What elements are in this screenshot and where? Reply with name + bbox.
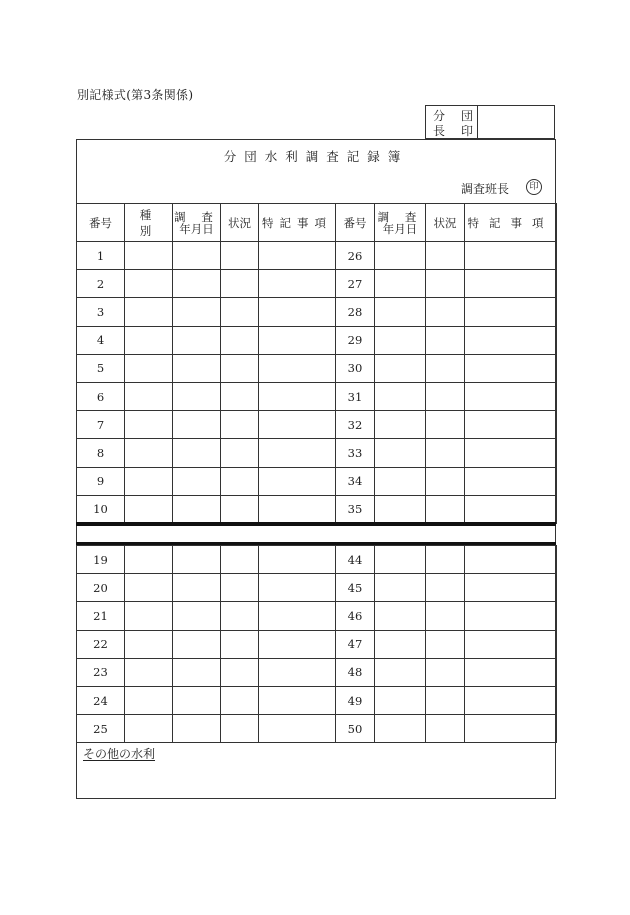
table-row — [77, 439, 557, 467]
table-row — [77, 354, 557, 382]
row-number-right: 34 — [336, 467, 375, 495]
type-cell[interactable] — [125, 270, 173, 298]
type-cell[interactable] — [125, 574, 173, 602]
row-number-right: 50 — [336, 715, 375, 743]
survey-leader-label: 調査班長 — [461, 182, 510, 196]
row-number-right: 47 — [336, 630, 375, 658]
survey-date-cell[interactable] — [173, 574, 221, 602]
status-cell[interactable] — [426, 546, 465, 574]
survey-date-cell[interactable] — [173, 354, 221, 382]
survey-date-cell[interactable] — [173, 439, 221, 467]
survey-date-cell[interactable] — [173, 326, 221, 354]
survey-date-cell[interactable] — [375, 602, 426, 630]
status-cell[interactable] — [221, 495, 259, 523]
row-number-left: 10 — [77, 495, 125, 523]
type-cell[interactable] — [125, 686, 173, 714]
survey-date-cell[interactable] — [375, 354, 426, 382]
status-cell[interactable] — [426, 467, 465, 495]
table-row — [77, 686, 557, 714]
form-reference: 別記様式(第3条関係) — [77, 88, 194, 102]
table-row — [77, 602, 557, 630]
row-number-right: 27 — [336, 270, 375, 298]
remarks-cell[interactable] — [465, 495, 557, 523]
status-cell[interactable] — [426, 439, 465, 467]
inkan-seal-mark: 印 — [526, 179, 542, 195]
survey-date-cell[interactable] — [375, 715, 426, 743]
row-number-right: 31 — [336, 382, 375, 410]
status-cell[interactable] — [426, 686, 465, 714]
survey-date-cell[interactable] — [173, 602, 221, 630]
status-cell[interactable] — [221, 602, 259, 630]
register-table-top — [76, 203, 557, 524]
remarks-cell[interactable] — [465, 326, 557, 354]
table-row — [77, 658, 557, 686]
remarks-cell[interactable] — [465, 658, 557, 686]
survey-date-cell[interactable] — [375, 242, 426, 270]
table-row — [77, 382, 557, 410]
status-cell[interactable] — [221, 658, 259, 686]
table-row — [77, 467, 557, 495]
remarks-cell[interactable] — [259, 382, 336, 410]
type-cell[interactable] — [125, 439, 173, 467]
seal-label-char: 長 — [433, 124, 446, 138]
header-survey-date-line1: 調 査 — [377, 209, 423, 224]
row-number-right: 46 — [336, 602, 375, 630]
row-number-left: 3 — [77, 298, 125, 326]
other-water-label: その他の水利 — [83, 747, 156, 761]
type-cell[interactable] — [125, 326, 173, 354]
status-cell[interactable] — [426, 354, 465, 382]
type-cell[interactable] — [125, 354, 173, 382]
header-remarks: 特記事項 — [465, 204, 557, 242]
survey-date-cell[interactable] — [375, 326, 426, 354]
remarks-cell[interactable] — [259, 495, 336, 523]
survey-date-cell[interactable] — [375, 298, 426, 326]
row-number-right: 33 — [336, 439, 375, 467]
remarks-cell[interactable] — [465, 630, 557, 658]
table-row — [77, 298, 557, 326]
survey-date-cell[interactable] — [173, 270, 221, 298]
remarks-cell[interactable] — [465, 602, 557, 630]
remarks-cell[interactable] — [259, 467, 336, 495]
row-number-right: 45 — [336, 574, 375, 602]
row-number-left: 24 — [77, 686, 125, 714]
break-line — [76, 522, 556, 526]
chief-seal-box — [425, 105, 555, 139]
type-cell[interactable] — [125, 546, 173, 574]
row-number-right: 49 — [336, 686, 375, 714]
status-cell[interactable] — [426, 382, 465, 410]
row-number-right: 26 — [336, 242, 375, 270]
survey-date-cell[interactable] — [173, 298, 221, 326]
table-row — [77, 270, 557, 298]
table-row — [77, 242, 557, 270]
table-row — [77, 326, 557, 354]
remarks-cell[interactable] — [259, 658, 336, 686]
row-number-right: 30 — [336, 354, 375, 382]
table-row — [77, 546, 557, 574]
header-row — [77, 204, 557, 242]
survey-date-cell[interactable] — [173, 546, 221, 574]
remarks-cell[interactable] — [259, 242, 336, 270]
header-survey-date-line1: 調 査 — [174, 209, 219, 224]
table-row — [77, 574, 557, 602]
status-cell[interactable] — [426, 602, 465, 630]
remarks-cell[interactable] — [259, 574, 336, 602]
status-cell[interactable] — [426, 326, 465, 354]
status-cell[interactable] — [221, 382, 259, 410]
table-row — [77, 495, 557, 523]
type-cell[interactable] — [125, 495, 173, 523]
type-cell[interactable] — [125, 602, 173, 630]
remarks-cell[interactable] — [259, 439, 336, 467]
remarks-cell[interactable] — [465, 715, 557, 743]
remarks-cell[interactable] — [465, 270, 557, 298]
status-cell[interactable] — [221, 439, 259, 467]
survey-date-cell[interactable] — [173, 495, 221, 523]
status-cell[interactable] — [221, 270, 259, 298]
table-break-band — [76, 522, 556, 546]
remarks-cell[interactable] — [465, 686, 557, 714]
remarks-cell[interactable] — [465, 546, 557, 574]
survey-date-cell[interactable] — [173, 686, 221, 714]
type-cell[interactable] — [125, 658, 173, 686]
row-number-left: 20 — [77, 574, 125, 602]
remarks-cell[interactable] — [465, 382, 557, 410]
row-number-right: 44 — [336, 546, 375, 574]
status-cell[interactable] — [221, 326, 259, 354]
row-number-left: 21 — [77, 602, 125, 630]
remarks-cell[interactable] — [465, 354, 557, 382]
seal-label-char: 分 — [433, 109, 446, 123]
header-survey-date-line2: 年月日 — [179, 221, 214, 236]
type-cell[interactable] — [125, 411, 173, 439]
header-status: 状況 — [426, 204, 465, 242]
seal-label-char: 印 — [460, 124, 473, 138]
row-number-left: 4 — [77, 326, 125, 354]
status-cell[interactable] — [221, 354, 259, 382]
table-row — [77, 411, 557, 439]
remarks-cell[interactable] — [259, 298, 336, 326]
remarks-cell[interactable] — [259, 630, 336, 658]
remarks-cell[interactable] — [259, 686, 336, 714]
survey-date-cell[interactable] — [173, 715, 221, 743]
survey-date-cell[interactable] — [375, 382, 426, 410]
survey-date-cell[interactable] — [173, 382, 221, 410]
status-cell[interactable] — [221, 546, 259, 574]
type-cell[interactable] — [125, 630, 173, 658]
remarks-cell[interactable] — [259, 354, 336, 382]
status-cell[interactable] — [221, 686, 259, 714]
status-cell[interactable] — [221, 574, 259, 602]
status-cell[interactable] — [426, 270, 465, 298]
status-cell[interactable] — [221, 298, 259, 326]
row-number-right: 32 — [336, 411, 375, 439]
status-cell[interactable] — [426, 715, 465, 743]
type-cell[interactable] — [125, 715, 173, 743]
type-cell[interactable] — [125, 298, 173, 326]
survey-date-cell[interactable] — [375, 574, 426, 602]
header-remarks: 特記事項 — [259, 204, 336, 242]
row-number-left: 19 — [77, 546, 125, 574]
survey-date-cell[interactable] — [375, 439, 426, 467]
table-row — [77, 715, 557, 743]
table-row — [77, 630, 557, 658]
status-cell[interactable] — [426, 298, 465, 326]
row-number-left: 7 — [77, 411, 125, 439]
header-survey-date-line2: 年月日 — [382, 221, 418, 236]
status-cell[interactable] — [221, 630, 259, 658]
type-cell[interactable] — [125, 242, 173, 270]
type-cell[interactable] — [125, 382, 173, 410]
survey-date-cell[interactable] — [375, 270, 426, 298]
remarks-cell[interactable] — [465, 411, 557, 439]
status-cell[interactable] — [426, 630, 465, 658]
remarks-cell[interactable] — [465, 439, 557, 467]
survey-date-cell[interactable] — [375, 467, 426, 495]
survey-date-cell[interactable] — [375, 411, 426, 439]
header-type: 種 別 — [125, 204, 173, 242]
survey-date-cell[interactable] — [173, 630, 221, 658]
row-number-right: 29 — [336, 326, 375, 354]
status-cell[interactable] — [221, 715, 259, 743]
row-number-left: 23 — [77, 658, 125, 686]
register-title: 分団水利調査記録簿 — [223, 149, 409, 164]
remarks-cell[interactable] — [465, 467, 557, 495]
status-cell[interactable] — [426, 411, 465, 439]
seal-label-char: 団 — [460, 109, 473, 123]
remarks-cell[interactable] — [465, 574, 557, 602]
survey-date-cell[interactable] — [375, 658, 426, 686]
remarks-cell[interactable] — [259, 602, 336, 630]
survey-date-cell[interactable] — [375, 686, 426, 714]
remarks-cell[interactable] — [259, 411, 336, 439]
register-table-bottom — [76, 545, 557, 743]
remarks-cell[interactable] — [259, 715, 336, 743]
header-status: 状況 — [221, 204, 259, 242]
remarks-cell[interactable] — [465, 298, 557, 326]
row-number-right: 48 — [336, 658, 375, 686]
status-cell[interactable] — [426, 495, 465, 523]
header-number: 番号 — [336, 204, 375, 242]
survey-date-cell[interactable] — [173, 411, 221, 439]
row-number-left: 9 — [77, 467, 125, 495]
status-cell[interactable] — [221, 242, 259, 270]
row-number-left: 5 — [77, 354, 125, 382]
row-number-left: 22 — [77, 630, 125, 658]
row-number-left: 8 — [77, 439, 125, 467]
remarks-cell[interactable] — [259, 546, 336, 574]
header-survey-date — [375, 204, 426, 242]
row-number-right: 35 — [336, 495, 375, 523]
survey-date-cell[interactable] — [173, 242, 221, 270]
row-number-left: 25 — [77, 715, 125, 743]
type-cell[interactable] — [125, 467, 173, 495]
survey-date-cell[interactable] — [375, 630, 426, 658]
header-number: 番号 — [77, 204, 125, 242]
row-number-left: 6 — [77, 382, 125, 410]
status-cell[interactable] — [426, 658, 465, 686]
survey-date-cell[interactable] — [173, 467, 221, 495]
remarks-cell[interactable] — [465, 242, 557, 270]
header-survey-date — [173, 204, 221, 242]
remarks-cell[interactable] — [259, 326, 336, 354]
row-number-left: 2 — [77, 270, 125, 298]
remarks-cell[interactable] — [259, 270, 336, 298]
row-number-right: 28 — [336, 298, 375, 326]
survey-date-cell[interactable] — [173, 658, 221, 686]
survey-date-cell[interactable] — [375, 546, 426, 574]
row-number-left: 1 — [77, 242, 125, 270]
status-cell[interactable] — [221, 411, 259, 439]
survey-date-cell[interactable] — [375, 495, 426, 523]
status-cell[interactable] — [221, 467, 259, 495]
status-cell[interactable] — [426, 574, 465, 602]
chief-seal-label — [426, 106, 478, 138]
status-cell[interactable] — [426, 242, 465, 270]
